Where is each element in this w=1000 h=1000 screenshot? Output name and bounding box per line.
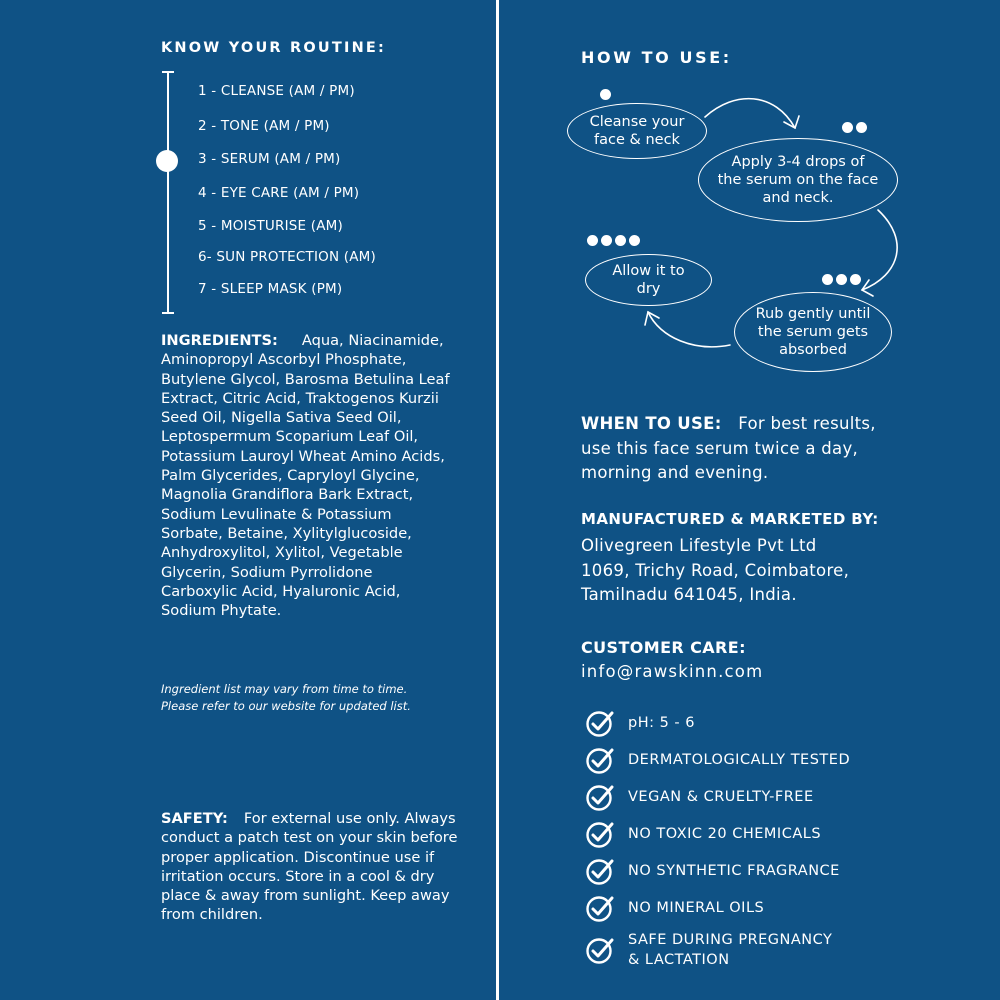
routine-step: 6- SUN PROTECTION (AM)	[198, 249, 377, 265]
when-to-use-text: use this face serum twice a day,	[581, 438, 859, 458]
timeline-line	[167, 72, 169, 313]
manufacturer-label: MANUFACTURED & MARKETED BY:	[581, 510, 879, 528]
ingredients-label: INGREDIENTS:	[161, 332, 278, 349]
when-to-use-section	[581, 412, 911, 486]
ingredients-note-line: Ingredient list may vary from time to time.	[161, 682, 408, 696]
how-to-use-heading: HOW TO USE:	[581, 48, 732, 67]
check-circle-icon	[585, 782, 615, 812]
bubble-text: and neck.	[762, 190, 834, 206]
step-bubble-dry	[585, 254, 712, 306]
customer-care-email[interactable]: info@rawskinn.com	[581, 662, 764, 681]
step-bubble-cleanse	[567, 103, 707, 159]
ingredients-note-line: Please refer to our website for updated list.	[161, 699, 411, 713]
check-item-line: & LACTATION	[628, 952, 730, 968]
check-item	[585, 708, 695, 738]
ingredients-section	[161, 331, 451, 620]
safety-text: For external use only. Always conduct a patch test on your skin before proper application. Discontinue use if irritation occurs. Store in a cool & dry place & away from sunlight. Keep away from children.	[161, 810, 458, 924]
check-item-label: NO SYNTHETIC FRAGRANCE	[628, 863, 840, 879]
bubble-text: the serum on the face	[717, 172, 879, 188]
check-item-label	[628, 930, 832, 970]
check-item	[585, 893, 764, 923]
check-circle-icon	[585, 745, 615, 775]
check-item	[585, 782, 814, 812]
routine-heading: KNOW YOUR ROUTINE:	[161, 40, 387, 56]
check-circle-icon	[585, 893, 615, 923]
check-item-label: VEGAN & CRUELTY-FREE	[628, 789, 814, 805]
routine-step: 4 - EYE CARE (AM / PM)	[198, 185, 360, 201]
address-line: Tamilnadu 641045, India.	[581, 585, 797, 604]
step-bubble-rub	[734, 292, 892, 372]
routine-step: 3 - SERUM (AM / PM)	[198, 151, 341, 167]
check-circle-icon	[585, 708, 615, 738]
check-item	[585, 819, 821, 849]
address-line: Olivegreen Lifestyle Pvt Ltd	[581, 536, 817, 555]
check-item	[585, 856, 840, 886]
bubble-text: face & neck	[594, 132, 680, 148]
address-line: 1069, Trichy Road, Coimbatore,	[581, 560, 850, 580]
check-circle-icon	[585, 856, 615, 886]
step-bubble-apply	[698, 138, 898, 222]
timeline-bottom-tick	[162, 312, 174, 314]
check-item-label: DERMATOLOGICALLY TESTED	[628, 752, 851, 768]
routine-step: 2 - TONE (AM / PM)	[198, 118, 330, 134]
bubble-text: dry	[636, 281, 661, 297]
check-item	[585, 930, 832, 970]
column-divider	[496, 0, 499, 1000]
check-circle-icon	[585, 935, 615, 965]
routine-step: 5 - MOISTURISE (AM)	[198, 218, 343, 234]
check-item-line: SAFE DURING PREGNANCY	[628, 932, 833, 948]
routine-step: 7 - SLEEP MASK (PM)	[198, 281, 343, 297]
customer-care-label: CUSTOMER CARE:	[581, 638, 746, 657]
safety-label: SAFETY:	[161, 810, 228, 827]
safety-section	[161, 809, 461, 925]
bubble-text: Allow it to	[612, 263, 685, 279]
ingredients-text: Aqua, Niacinamide, Aminopropyl Ascorbyl Phosphate, Butylene Glycol, Barosma Betulina Leaf Extract, Citric Acid, Traktogenos Kurzii Seed Oil, Nigella Sativa Seed Oil, Leptospermum Scoparium Leaf Oil, Potassium Lauroyl Wheat Amino Acids, Palm Glycerides, Capryloyl Glycine, Magnolia Grandiflora Bark Extract, Sodium Levulinate & Potassium Sorbate, Betaine, Xylitylglucoside, Anhydroxylitol, Xylitol, Vegetable Glycerin, Sodium Pyrrolidone Carboxylic Acid, Hyaluronic Acid, Sodium Phytate.	[161, 332, 450, 620]
bubble-text: the serum gets	[757, 324, 869, 340]
check-item-label: NO MINERAL OILS	[628, 900, 765, 916]
bubble-text: Cleanse your	[589, 114, 685, 130]
check-item-label: pH: 5 - 6	[628, 715, 696, 731]
when-to-use-text: morning and evening.	[581, 463, 769, 482]
timeline-current-dot	[156, 150, 178, 172]
when-to-use-text: For best results,	[738, 414, 876, 433]
when-to-use-label: WHEN TO USE:	[581, 414, 722, 433]
check-item	[585, 745, 850, 775]
bubble-text: absorbed	[779, 342, 847, 358]
routine-step: 1 - CLEANSE (AM / PM)	[198, 83, 355, 99]
bubble-text: Rub gently until	[755, 306, 871, 322]
check-item-label: NO TOXIC 20 CHEMICALS	[628, 826, 822, 842]
timeline-top-tick	[162, 71, 174, 73]
manufacturer-address	[581, 534, 849, 608]
ingredients-note	[161, 681, 411, 715]
check-circle-icon	[585, 819, 615, 849]
bubble-text: Apply 3-4 drops of	[731, 154, 865, 170]
